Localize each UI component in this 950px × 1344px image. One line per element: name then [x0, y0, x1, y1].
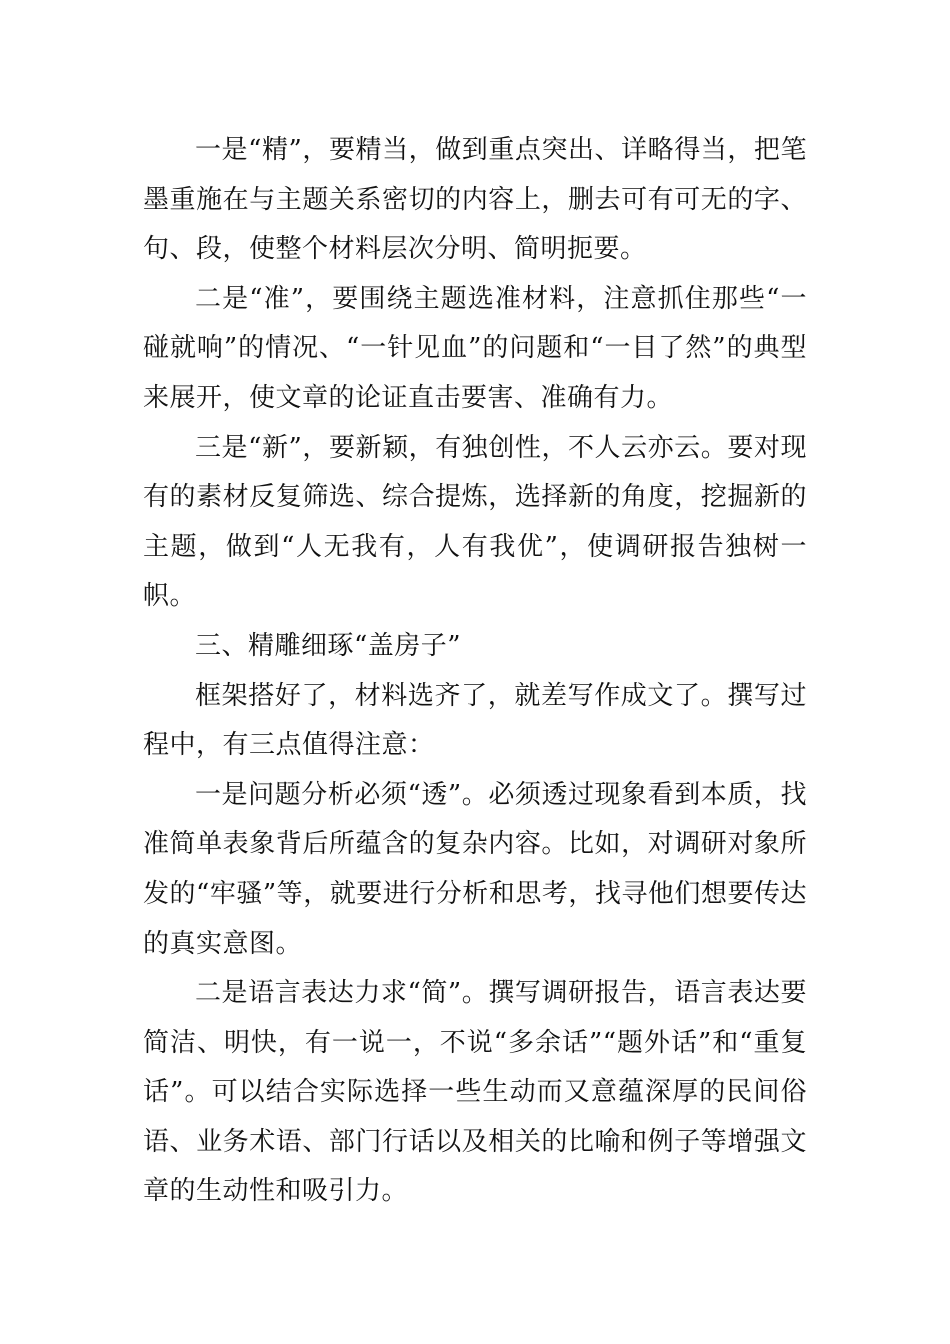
section-heading: 三、精雕细琢“盖房子”	[195, 630, 462, 661]
paragraph-intro: 框架搭好了，材料选齐了，就差写作成文了。撰写过程中，有三点值得注意：	[143, 680, 807, 761]
paragraph-precise: 一是“精”，要精当，做到重点突出、详略得当，把笔墨重施在与主题关系密切的内容上，删去可有可无的字、句、段，使整个材料层次分明、简明扼要。	[143, 135, 807, 265]
document-body	[143, 126, 807, 1217]
paragraph-novel: 三是“新”，要新颖，有独创性，不人云亦云。要对现有的素材反复筛选、综合提炼，选择新的角度，挖掘新的主题，做到“人无我有，人有我优”，使调研报告独树一帜。	[143, 432, 807, 612]
paragraph-accurate: 二是“准”，要围绕主题选准材料，注意抓住那些“一碰就响”的情况、“一针见血”的问题和“一目了然”的典型来展开，使文章的论证直击要害、准确有力。	[143, 283, 807, 413]
paragraph-language: 二是语言表达力求“简”。撰写调研报告，语言表达要简洁、明快，有一说一，不说“多余话”“题外话”和“重复话”。可以结合实际选择一些生动而又意蕴深厚的民间俗语、业务术语、部门行话以及相关的比喻和例子等增强文章的生动性和吸引力。	[143, 978, 807, 1207]
paragraph-analysis: 一是问题分析必须“透”。必须透过现象看到本质，找准简单表象背后所蕴含的复杂内容。比如，对调研对象所发的“牢骚”等，就要进行分析和思考，找寻他们想要传达的真实意图。	[143, 779, 807, 959]
